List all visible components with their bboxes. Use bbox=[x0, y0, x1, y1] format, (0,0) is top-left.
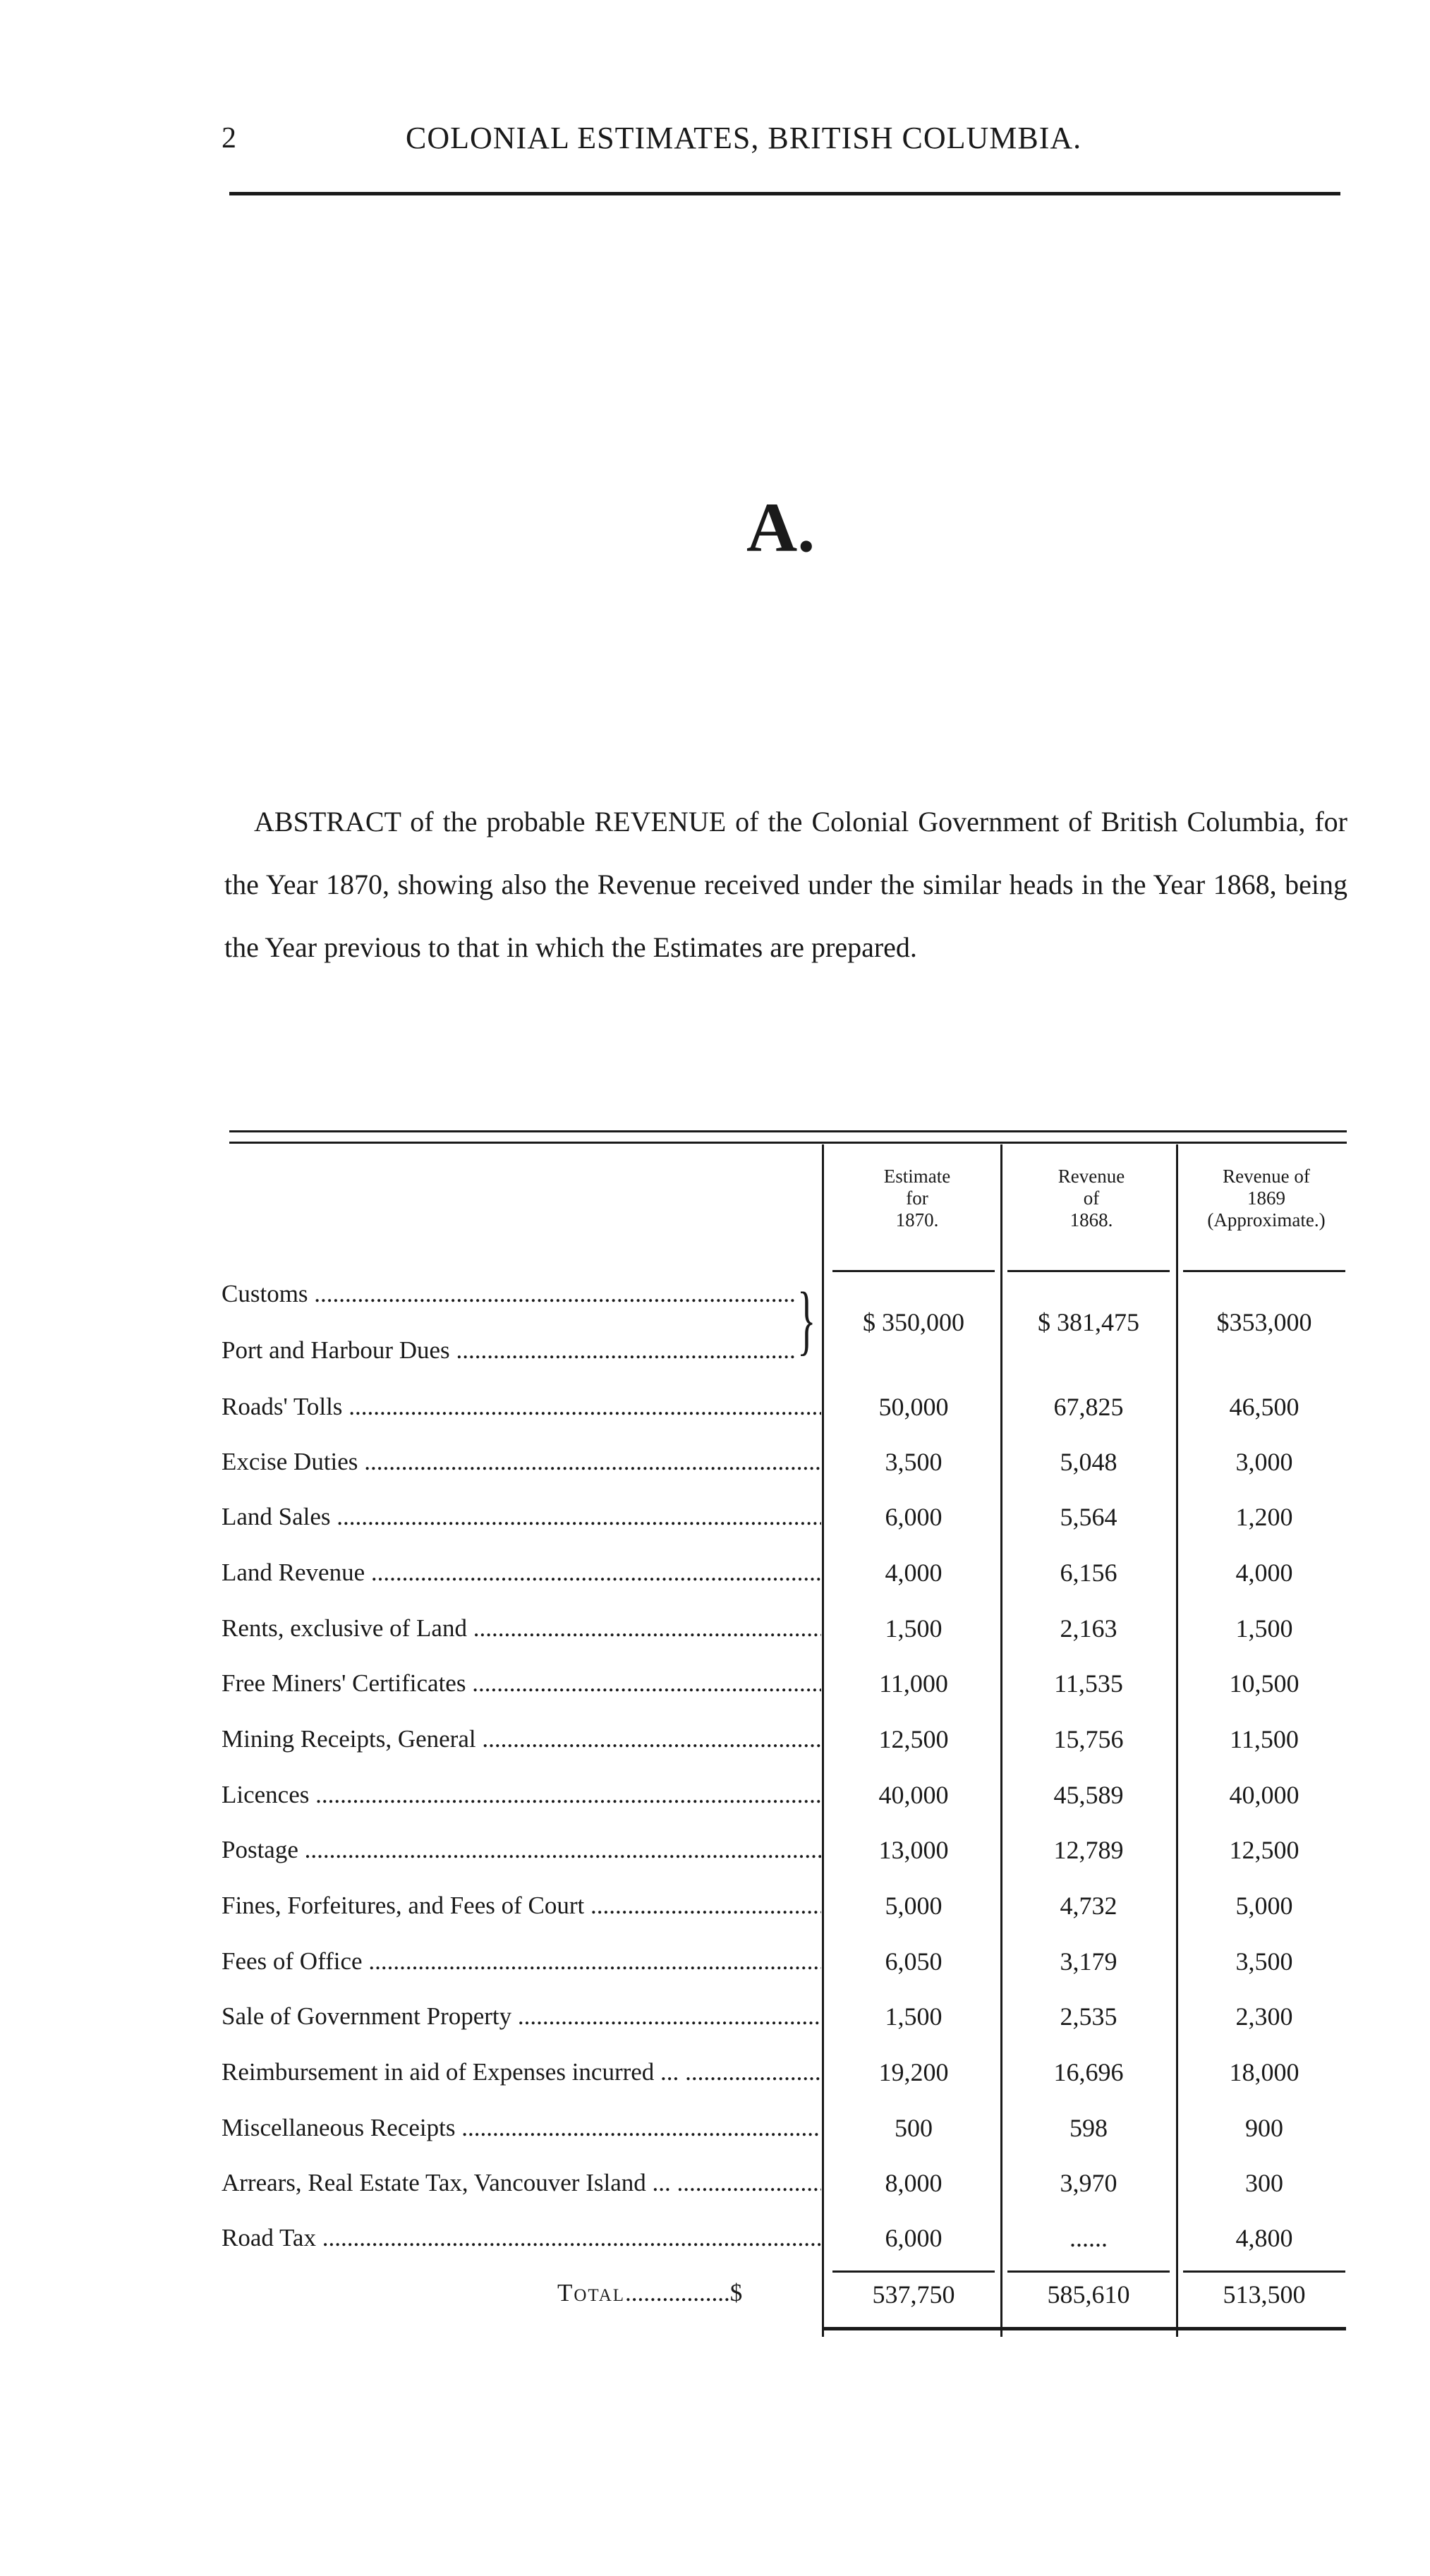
cell-revenue-1869: 2,300 bbox=[1235, 2002, 1293, 2031]
cell-estimate-1870: 50,000 bbox=[878, 1393, 949, 1421]
column-header-line: Revenue bbox=[1058, 1166, 1125, 1187]
row-label: Fines, Forfeitures, and Fees of Court ..... bbox=[222, 1890, 821, 1921]
total-leader: .................$ bbox=[625, 2279, 743, 2306]
cell-revenue-1869: 3,000 bbox=[1235, 1448, 1293, 1476]
cell-revenue-1868: ...... bbox=[1070, 2224, 1108, 2252]
cell-revenue-1869: 4,000 bbox=[1235, 1559, 1293, 1587]
total-rule bbox=[832, 2270, 995, 2273]
cell-revenue-1868: 6,156 bbox=[1060, 1559, 1117, 1587]
row-label: Free Miners' Certificates ..... bbox=[222, 1668, 821, 1699]
row-label: Fees of Office ..... bbox=[222, 1946, 821, 1977]
cell-revenue-1868: 5,564 bbox=[1060, 1503, 1117, 1531]
cell-revenue-1868: 2,163 bbox=[1060, 1614, 1117, 1643]
cell-revenue-1869: 11,500 bbox=[1230, 1725, 1299, 1753]
cell-estimate-1870: 3,500 bbox=[885, 1448, 943, 1476]
cell-revenue-1869: 3,500 bbox=[1235, 1947, 1293, 1976]
row-label: Roads' Tolls ..... bbox=[222, 1391, 821, 1422]
cell-estimate-1870: 6,050 bbox=[885, 1947, 943, 1976]
row-label: Mining Receipts, General ..... bbox=[222, 1724, 821, 1755]
table-top-rule bbox=[229, 1130, 1347, 1132]
abstract-paragraph: ABSTRACT of the probable REVENUE of the Colonial Government of British Columbia, for the Year 1870, showing also the Revenue received under the similar heads in the Year 1868, being the Year previous to that in which the Estimates are prepared. bbox=[224, 806, 1347, 963]
cell-estimate-1870: 19,200 bbox=[878, 2058, 949, 2086]
row-label: Reimbursement in aid of Expenses incurred ... ..... bbox=[222, 2057, 821, 2088]
cell-revenue-1869: 1,500 bbox=[1235, 1614, 1293, 1643]
row-label: Sale of Government Property ..... bbox=[222, 2001, 821, 2032]
cell-revenue-1868: 5,048 bbox=[1060, 1448, 1117, 1476]
cell-estimate-1870: $ 350,000 bbox=[863, 1308, 964, 1336]
cell-revenue-1868: 3,970 bbox=[1060, 2169, 1117, 2197]
total-rule bbox=[1183, 2270, 1345, 2273]
cell-revenue-1869: 40,000 bbox=[1229, 1781, 1299, 1809]
cell-revenue-1868: $ 381,475 bbox=[1038, 1308, 1139, 1336]
row-label: Road Tax ..... bbox=[222, 2223, 821, 2254]
cell-revenue-1869: $353,000 bbox=[1216, 1308, 1312, 1336]
cell-revenue-1869: 900 bbox=[1245, 2114, 1283, 2142]
row-label: Miscellaneous Receipts ..... bbox=[222, 2112, 821, 2143]
header-rule bbox=[229, 192, 1340, 195]
cell-estimate-1870: 6,000 bbox=[885, 1503, 943, 1531]
column-header-line: Estimate bbox=[883, 1166, 951, 1187]
cell-estimate-1870: 13,000 bbox=[878, 1836, 949, 1864]
column-header-line: of bbox=[1083, 1187, 1100, 1209]
column-header-line: Revenue of bbox=[1223, 1166, 1310, 1187]
cell-revenue-1869: 1,200 bbox=[1235, 1503, 1293, 1531]
cell-estimate-1870: 5,000 bbox=[885, 1892, 943, 1920]
cell-revenue-1868: 15,756 bbox=[1053, 1725, 1124, 1753]
cell-revenue-1868: 4,732 bbox=[1060, 1892, 1117, 1920]
cell-estimate-1870: 1,500 bbox=[885, 1614, 943, 1643]
cell-estimate-1870: 500 bbox=[895, 2114, 933, 2142]
column-header-estimate-1870 bbox=[836, 1166, 998, 1231]
row-label: Licences ..... bbox=[222, 1779, 821, 1810]
cell-revenue-1869: 18,000 bbox=[1229, 2058, 1299, 2086]
cell-revenue-1869: 5,000 bbox=[1235, 1892, 1293, 1920]
row-label: Excise Duties ..... bbox=[222, 1446, 821, 1477]
column-header-rule bbox=[832, 1270, 995, 1272]
column-header-line: (Approximate.) bbox=[1207, 1209, 1326, 1230]
cell-revenue-1869: 300 bbox=[1245, 2169, 1283, 2197]
cell-revenue-1868: 3,179 bbox=[1060, 1947, 1117, 1976]
total-revenue-1869: 513,500 bbox=[1223, 2280, 1306, 2309]
total-rule bbox=[1007, 2270, 1170, 2273]
table-top-rule-inner bbox=[229, 1142, 1347, 1144]
cell-revenue-1868: 11,535 bbox=[1054, 1669, 1123, 1698]
cell-revenue-1868: 16,696 bbox=[1053, 2058, 1124, 2086]
total-bottom-rule bbox=[824, 2327, 1346, 2330]
row-label: Arrears, Real Estate Tax, Vancouver Island ... ..... bbox=[222, 2167, 821, 2199]
cell-estimate-1870: 6,000 bbox=[885, 2224, 943, 2252]
row-label: Rents, exclusive of Land ..... bbox=[222, 1613, 821, 1644]
column-header-rule bbox=[1183, 1270, 1345, 1272]
total-label bbox=[557, 2279, 742, 2307]
column-header-revenue-1869 bbox=[1185, 1166, 1347, 1231]
cell-revenue-1868: 598 bbox=[1070, 2114, 1108, 2142]
total-revenue-1868: 585,610 bbox=[1047, 2280, 1130, 2309]
row-label-port-harbour-dues: Port and Harbour Dues ..... bbox=[222, 1335, 796, 1366]
section-letter: A. bbox=[746, 488, 816, 567]
cell-revenue-1869: 4,800 bbox=[1235, 2224, 1293, 2252]
cell-estimate-1870: 12,500 bbox=[878, 1725, 949, 1753]
cell-estimate-1870: 11,000 bbox=[879, 1669, 948, 1698]
running-title: COLONIAL ESTIMATES, BRITISH COLUMBIA. bbox=[406, 121, 1082, 155]
column-header-line: 1869 bbox=[1247, 1187, 1285, 1209]
cell-revenue-1868: 2,535 bbox=[1060, 2002, 1117, 2031]
cell-estimate-1870: 1,500 bbox=[885, 2002, 943, 2031]
cell-revenue-1868: 12,789 bbox=[1053, 1836, 1124, 1864]
cell-revenue-1869: 46,500 bbox=[1229, 1393, 1299, 1421]
cell-revenue-1869: 10,500 bbox=[1229, 1669, 1299, 1698]
page-number: 2 bbox=[222, 122, 236, 155]
row-label: Land Revenue ..... bbox=[222, 1557, 821, 1588]
column-divider bbox=[1000, 1144, 1002, 2337]
cell-estimate-1870: 4,000 bbox=[885, 1559, 943, 1587]
column-header-line: for bbox=[906, 1187, 928, 1209]
row-label: Land Sales ..... bbox=[222, 1501, 821, 1532]
total-word: Total bbox=[557, 2279, 626, 2306]
column-header-revenue-1868 bbox=[1010, 1166, 1173, 1231]
column-header-rule bbox=[1007, 1270, 1170, 1272]
cell-revenue-1869: 12,500 bbox=[1229, 1836, 1299, 1864]
row-label: Postage ..... bbox=[222, 1834, 821, 1866]
cell-estimate-1870: 8,000 bbox=[885, 2169, 943, 2197]
column-header-line: 1870. bbox=[895, 1209, 939, 1230]
cell-revenue-1868: 67,825 bbox=[1053, 1393, 1124, 1421]
cell-revenue-1868: 45,589 bbox=[1053, 1781, 1124, 1809]
column-divider bbox=[822, 1144, 824, 2337]
column-header-line: 1868. bbox=[1070, 1209, 1113, 1230]
brace: } bbox=[797, 1276, 816, 1362]
column-divider bbox=[1176, 1144, 1178, 2337]
total-estimate-1870: 537,750 bbox=[872, 2280, 955, 2309]
cell-estimate-1870: 40,000 bbox=[878, 1781, 949, 1809]
row-label-customs: Customs ..... bbox=[222, 1278, 796, 1310]
